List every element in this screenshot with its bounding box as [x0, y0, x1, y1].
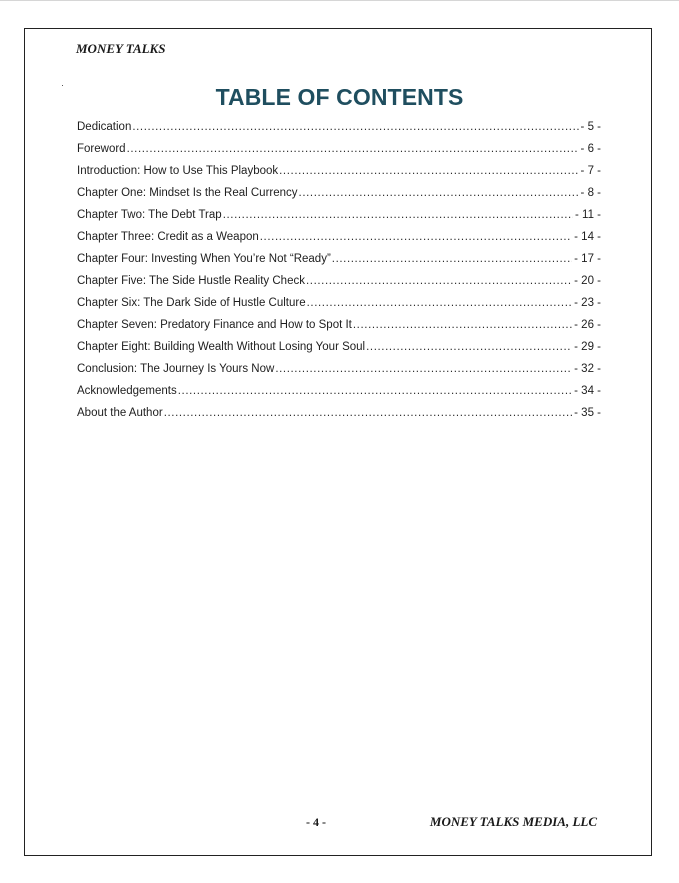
toc-entry-page: - 14 -: [574, 231, 601, 243]
toc-entry-chapter-three[interactable]: [77, 226, 601, 248]
toc-entry-page: - 5 -: [580, 121, 601, 133]
toc-entry-title: Foreword: [77, 143, 126, 155]
dot-leader: [366, 336, 572, 358]
dot-leader: [127, 138, 579, 160]
toc-heading: TABLE OF CONTENTS: [215, 84, 464, 110]
footer-page-number: - 4 -: [306, 815, 326, 829]
toc-entry-introduction[interactable]: [77, 160, 601, 182]
toc-entry-page: - 29 -: [574, 341, 601, 353]
dot-leader: [223, 204, 573, 226]
toc-entry-title: Chapter Seven: Predatory Finance and How to Spot It: [77, 319, 352, 331]
toc-entry-title: Conclusion: The Journey Is Yours Now: [77, 363, 275, 375]
toc-entry-title: Chapter Two: The Debt Trap: [77, 209, 222, 221]
dot-leader: [332, 248, 572, 270]
toc-list: [77, 116, 601, 424]
toc-entry-page: - 34 -: [574, 385, 601, 397]
toc-entry-title: Chapter Four: Investing When You’re Not “Ready”: [77, 253, 331, 265]
dot-leader: [178, 380, 572, 402]
toc-entry-title: Chapter One: Mindset Is the Real Currency: [77, 187, 298, 199]
toc-entry-title: Acknowledgements: [77, 385, 177, 397]
toc-entry-page: - 35 -: [574, 407, 601, 419]
toc-entry-about-the-author[interactable]: [77, 402, 601, 424]
toc-entry-page: - 6 -: [580, 143, 601, 155]
toc-entry-title: Dedication: [77, 121, 132, 133]
running-header-title: MONEY TALKS: [76, 41, 166, 56]
toc-entry-dedication[interactable]: [77, 116, 601, 138]
toc-entry-page: - 23 -: [574, 297, 601, 309]
toc-entry-page: - 32 -: [574, 363, 601, 375]
toc-entry-chapter-eight[interactable]: [77, 336, 601, 358]
toc-entry-chapter-one[interactable]: [77, 182, 601, 204]
toc-entry-title: Introduction: How to Use This Playbook: [77, 165, 279, 177]
dot-leader: [275, 358, 572, 380]
toc-entry-page: - 11 -: [575, 209, 601, 221]
toc-entry-page: - 17 -: [574, 253, 601, 265]
dot-leader: [260, 226, 572, 248]
toc-entry-chapter-five[interactable]: [77, 270, 601, 292]
toc-entry-chapter-six[interactable]: [77, 292, 601, 314]
toc-entry-title: About the Author: [77, 407, 163, 419]
toc-entry-title: Chapter Three: Credit as a Weapon: [77, 231, 259, 243]
toc-entry-page: - 20 -: [574, 275, 601, 287]
dot-leader: [132, 116, 578, 138]
toc-entry-foreword[interactable]: [77, 138, 601, 160]
toc-entry-chapter-seven[interactable]: [77, 314, 601, 336]
toc-entry-title: Chapter Eight: Building Wealth Without Losing Your Soul: [77, 341, 366, 353]
toc-entry-acknowledgements[interactable]: [77, 380, 601, 402]
top-divider: [0, 0, 679, 1]
toc-entry-page: - 7 -: [580, 165, 601, 177]
toc-entry-page: - 26 -: [574, 319, 601, 331]
toc-entry-page: - 8 -: [580, 187, 601, 199]
dot-leader: [307, 292, 573, 314]
toc-entry-chapter-four[interactable]: [77, 248, 601, 270]
footer-company-name: MONEY TALKS MEDIA, LLC: [429, 814, 597, 829]
toc-entry-title: Chapter Five: The Side Hustle Reality Check: [77, 275, 305, 287]
dot-leader: [164, 402, 572, 424]
toc-entry-conclusion[interactable]: [77, 358, 601, 380]
dot-leader: [299, 182, 579, 204]
dot-leader: [353, 314, 572, 336]
toc-entry-title: Chapter Six: The Dark Side of Hustle Culture: [77, 297, 306, 309]
dot-leader: [306, 270, 572, 292]
toc-entry-chapter-two[interactable]: [77, 204, 601, 226]
dot-leader: [279, 160, 578, 182]
